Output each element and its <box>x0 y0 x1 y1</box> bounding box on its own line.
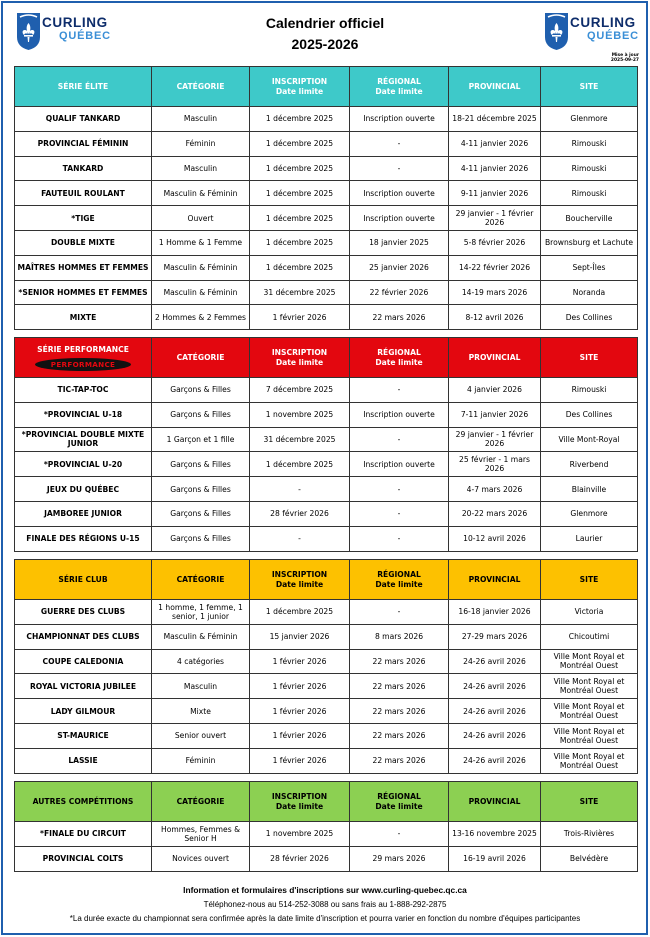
col-header-regional: RÉGIONAL Date limite <box>350 67 449 107</box>
cell-inscription: 1 février 2026 <box>250 305 350 330</box>
cell-categorie: Masculin <box>152 674 250 699</box>
cell-provincial: 29 janvier - 1 février 2026 <box>449 427 541 452</box>
cell-regional: 22 mars 2026 <box>350 305 449 330</box>
cell-categorie: Féminin <box>152 131 250 156</box>
cell-name: *PROVINCIAL U-20 <box>15 452 152 477</box>
cell-inscription: - <box>250 477 350 502</box>
cell-name: COUPE CALEDONIA <box>15 649 152 674</box>
cell-categorie: Garçons & Filles <box>152 477 250 502</box>
cell-site: Rimouski <box>541 156 638 181</box>
col-header-provincial: PROVINCIAL <box>449 338 541 378</box>
cell-regional: Inscription ouverte <box>350 181 449 206</box>
table-row <box>15 723 638 748</box>
cell-regional: - <box>350 526 449 551</box>
cell-categorie: Masculin <box>152 156 250 181</box>
section-title: SÉRIE CLUB <box>15 560 152 600</box>
cell-provincial: 24-26 avril 2026 <box>449 674 541 699</box>
cell-site: Glenmore <box>541 501 638 526</box>
table-row <box>15 477 638 502</box>
cell-inscription: 1 novembre 2025 <box>250 822 350 847</box>
cell-regional: 22 mars 2026 <box>350 748 449 773</box>
cell-provincial: 24-26 avril 2026 <box>449 699 541 724</box>
cell-provincial: 16-19 avril 2026 <box>449 846 541 871</box>
title-line-1: Calendrier officiel <box>265 15 385 31</box>
col-header-inscription: INSCRIPTION Date limite <box>250 67 350 107</box>
cell-name: LASSIE <box>15 748 152 773</box>
table-row <box>15 452 638 477</box>
cell-provincial: 14-19 mars 2026 <box>449 280 541 305</box>
table-row <box>15 649 638 674</box>
col-header-inscription: INSCRIPTION Date limite <box>250 338 350 378</box>
cell-name: *PROVINCIAL DOUBLE MIXTE JUNIOR <box>15 427 152 452</box>
cell-provincial: 25 février - 1 mars 2026 <box>449 452 541 477</box>
cell-regional: 8 mars 2026 <box>350 624 449 649</box>
cell-categorie: 1 Homme & 1 Femme <box>152 230 250 255</box>
cell-name: *FINALE DU CIRCUIT <box>15 822 152 847</box>
cell-name: FAUTEUIL ROULANT <box>15 181 152 206</box>
cell-inscription: 1 décembre 2025 <box>250 181 350 206</box>
cell-regional: - <box>350 822 449 847</box>
logo-word-curling: CURLING <box>42 15 108 30</box>
section-title: SÉRIE ÉLITE <box>15 67 152 107</box>
table-row <box>15 624 638 649</box>
cell-inscription: 1 février 2026 <box>250 649 350 674</box>
cell-provincial: 16-18 janvier 2026 <box>449 600 541 625</box>
col-header-provincial: PROVINCIAL <box>449 782 541 822</box>
cell-inscription: 1 décembre 2025 <box>250 107 350 132</box>
update-label: Mise à jour <box>611 53 639 58</box>
cell-site: Ville Mont Royal et Montréal Ouest <box>541 699 638 724</box>
cell-regional: - <box>350 156 449 181</box>
cell-regional: 18 janvier 2025 <box>350 230 449 255</box>
cell-regional: Inscription ouverte <box>350 107 449 132</box>
cell-name: LADY GILMOUR <box>15 699 152 724</box>
cell-site: Brownsburg et Lachute <box>541 230 638 255</box>
cell-inscription: 1 décembre 2025 <box>250 156 350 181</box>
cell-site: Rimouski <box>541 378 638 403</box>
cell-name: PROVINCIAL FÉMININ <box>15 131 152 156</box>
cell-name: CHAMPIONNAT DES CLUBS <box>15 624 152 649</box>
cell-inscription: 1 décembre 2025 <box>250 230 350 255</box>
cell-categorie: Garçons & Filles <box>152 452 250 477</box>
cell-inscription: 1 février 2026 <box>250 674 350 699</box>
cell-site: Glenmore <box>541 107 638 132</box>
logo-word-curling: CURLING <box>570 15 636 30</box>
cell-inscription: 1 décembre 2025 <box>250 131 350 156</box>
cell-site: Laurier <box>541 526 638 551</box>
curling-quebec-logo-right <box>543 11 637 53</box>
cell-provincial: 9-11 janvier 2026 <box>449 181 541 206</box>
cell-site: Sept-Îles <box>541 255 638 280</box>
cell-regional: 22 mars 2026 <box>350 649 449 674</box>
col-header-categorie: CATÉGORIE <box>152 67 250 107</box>
cell-site: Belvédère <box>541 846 638 871</box>
cell-name: MIXTE <box>15 305 152 330</box>
cell-inscription: 7 décembre 2025 <box>250 378 350 403</box>
cell-site: Noranda <box>541 280 638 305</box>
table-row <box>15 280 638 305</box>
col-header-site: SITE <box>541 67 638 107</box>
cell-provincial: 24-26 avril 2026 <box>449 649 541 674</box>
cell-categorie: Masculin & Féminin <box>152 255 250 280</box>
logo-word-quebec: QUÉBEC <box>59 30 111 42</box>
table-row <box>15 181 638 206</box>
table-header-row <box>15 560 638 600</box>
cell-provincial: 8-12 avril 2026 <box>449 305 541 330</box>
table-row <box>15 156 638 181</box>
cell-regional: - <box>350 427 449 452</box>
cell-regional: - <box>350 600 449 625</box>
col-header-categorie: CATÉGORIE <box>152 560 250 600</box>
cell-provincial: 7-11 janvier 2026 <box>449 402 541 427</box>
cell-provincial: 5-8 février 2026 <box>449 230 541 255</box>
table-row <box>15 748 638 773</box>
cell-site: Blainville <box>541 477 638 502</box>
cell-name: *PROVINCIAL U-18 <box>15 402 152 427</box>
cell-inscription: 1 février 2026 <box>250 748 350 773</box>
cell-inscription: 28 février 2026 <box>250 846 350 871</box>
cell-name: *SENIOR HOMMES ET FEMMES <box>15 280 152 305</box>
cell-categorie: Novices ouvert <box>152 846 250 871</box>
cell-provincial: 4 janvier 2026 <box>449 378 541 403</box>
table-row <box>15 674 638 699</box>
cell-regional: - <box>350 131 449 156</box>
cell-site: Des Collines <box>541 402 638 427</box>
cell-site: Riverbend <box>541 452 638 477</box>
table-row <box>15 131 638 156</box>
cell-site: Rimouski <box>541 181 638 206</box>
cell-name: GUERRE DES CLUBS <box>15 600 152 625</box>
table-header-row <box>15 782 638 822</box>
cell-provincial: 20-22 mars 2026 <box>449 501 541 526</box>
cell-name: JEUX DU QUÉBEC <box>15 477 152 502</box>
cell-regional: 29 mars 2026 <box>350 846 449 871</box>
table-row <box>15 402 638 427</box>
cell-name: PROVINCIAL COLTS <box>15 846 152 871</box>
cell-provincial: 4-11 janvier 2026 <box>449 156 541 181</box>
cell-categorie: Garçons & Filles <box>152 526 250 551</box>
cell-site: Chicoutimi <box>541 624 638 649</box>
table-header-row <box>15 67 638 107</box>
table-header-row <box>15 338 638 378</box>
cell-provincial: 4-11 janvier 2026 <box>449 131 541 156</box>
table-row <box>15 107 638 132</box>
col-header-provincial: PROVINCIAL <box>449 67 541 107</box>
cell-inscription: 1 décembre 2025 <box>250 255 350 280</box>
cell-site: Trois-Rivières <box>541 822 638 847</box>
cell-site: Ville Mont Royal et Montréal Ouest <box>541 723 638 748</box>
cell-regional: - <box>350 501 449 526</box>
section-title: SÉRIE PERFORMANCE PERFORMANCE <box>15 338 152 378</box>
cell-regional: - <box>350 477 449 502</box>
cell-provincial: 4-7 mars 2026 <box>449 477 541 502</box>
footer-info-link: Information et formulaires d'inscriptions sur www.curling-quebec.qc.ca <box>183 885 467 895</box>
cell-categorie: 2 Hommes & 2 Femmes <box>152 305 250 330</box>
cell-inscription: 1 décembre 2025 <box>250 206 350 231</box>
table-autres-competitions <box>14 781 638 872</box>
update-stamp <box>585 53 639 63</box>
cell-site: Des Collines <box>541 305 638 330</box>
cell-categorie: Mixte <box>152 699 250 724</box>
cell-inscription: 28 février 2026 <box>250 501 350 526</box>
page-title <box>220 13 430 55</box>
cell-provincial: 24-26 avril 2026 <box>449 748 541 773</box>
cell-site: Ville Mont-Royal <box>541 427 638 452</box>
cell-categorie: Garçons & Filles <box>152 402 250 427</box>
cell-categorie: Masculin <box>152 107 250 132</box>
col-header-regional: RÉGIONAL Date limite <box>350 782 449 822</box>
update-date: 2025-09-27 <box>610 58 639 64</box>
cell-provincial: 27-29 mars 2026 <box>449 624 541 649</box>
cell-categorie: Masculin & Féminin <box>152 624 250 649</box>
cell-name: QUALIF TANKARD <box>15 107 152 132</box>
table-row <box>15 230 638 255</box>
performance-badge: PERFORMANCE <box>35 358 131 371</box>
cell-regional: 22 mars 2026 <box>350 699 449 724</box>
cell-categorie: 1 homme, 1 femme, 1 senior, 1 junior <box>152 600 250 625</box>
cell-name: DOUBLE MIXTE <box>15 230 152 255</box>
cell-name: TANKARD <box>15 156 152 181</box>
cell-regional: 22 mars 2026 <box>350 674 449 699</box>
cell-inscription: 31 décembre 2025 <box>250 280 350 305</box>
cell-provincial: 24-26 avril 2026 <box>449 723 541 748</box>
title-line-2: 2025-2026 <box>291 36 359 52</box>
table-row <box>15 255 638 280</box>
table-row <box>15 699 638 724</box>
cell-inscription: 31 décembre 2025 <box>250 427 350 452</box>
cell-name: JAMBOREE JUNIOR <box>15 501 152 526</box>
cell-regional: Inscription ouverte <box>350 206 449 231</box>
table-row <box>15 378 638 403</box>
cell-categorie: Senior ouvert <box>152 723 250 748</box>
table-serie-elite <box>14 66 638 330</box>
col-header-inscription: INSCRIPTION Date limite <box>250 782 350 822</box>
cell-categorie: Hommes, Femmes & Senior H <box>152 822 250 847</box>
cell-name: MAÎTRES HOMMES ET FEMMES <box>15 255 152 280</box>
table-row <box>15 206 638 231</box>
col-header-regional: RÉGIONAL Date limite <box>350 560 449 600</box>
cell-categorie: 1 Garçon et 1 fille <box>152 427 250 452</box>
cell-name: *TIGE <box>15 206 152 231</box>
cell-inscription: 1 décembre 2025 <box>250 452 350 477</box>
cell-categorie: Féminin <box>152 748 250 773</box>
table-row <box>15 600 638 625</box>
cell-site: Ville Mont Royal et Montréal Ouest <box>541 748 638 773</box>
cell-provincial: 18-21 décembre 2025 <box>449 107 541 132</box>
cell-site: Ville Mont Royal et Montréal Ouest <box>541 649 638 674</box>
cell-inscription: 1 novembre 2025 <box>250 402 350 427</box>
col-header-site: SITE <box>541 560 638 600</box>
col-header-regional: RÉGIONAL Date limite <box>350 338 449 378</box>
cell-name: ST-MAURICE <box>15 723 152 748</box>
fleur-de-lis-shield-icon <box>543 11 570 51</box>
cell-categorie: Garçons & Filles <box>152 378 250 403</box>
col-header-categorie: CATÉGORIE <box>152 782 250 822</box>
cell-regional: 25 janvier 2026 <box>350 255 449 280</box>
table-row <box>15 501 638 526</box>
table-serie-performance <box>14 337 638 552</box>
table-row <box>15 526 638 551</box>
cell-regional: 22 février 2026 <box>350 280 449 305</box>
cell-name: ROYAL VICTORIA JUBILEE <box>15 674 152 699</box>
col-header-provincial: PROVINCIAL <box>449 560 541 600</box>
cell-site: Victoria <box>541 600 638 625</box>
cell-inscription: 1 février 2026 <box>250 699 350 724</box>
cell-regional: 22 mars 2026 <box>350 723 449 748</box>
section-title: AUTRES COMPÉTITIONS <box>15 782 152 822</box>
cell-regional: Inscription ouverte <box>350 402 449 427</box>
cell-regional: - <box>350 378 449 403</box>
cell-categorie: Garçons & Filles <box>152 501 250 526</box>
logo-word-quebec: QUÉBEC <box>587 30 639 42</box>
cell-site: Rimouski <box>541 131 638 156</box>
cell-site: Boucherville <box>541 206 638 231</box>
cell-inscription: - <box>250 526 350 551</box>
cell-inscription: 1 février 2026 <box>250 723 350 748</box>
cell-site: Ville Mont Royal et Montréal Ouest <box>541 674 638 699</box>
col-header-categorie: CATÉGORIE <box>152 338 250 378</box>
cell-categorie: 4 catégories <box>152 649 250 674</box>
col-header-inscription: INSCRIPTION Date limite <box>250 560 350 600</box>
cell-regional: Inscription ouverte <box>350 452 449 477</box>
cell-categorie: Masculin & Féminin <box>152 280 250 305</box>
cell-name: FINALE DES RÉGIONS U-15 <box>15 526 152 551</box>
cell-provincial: 29 janvier - 1 février 2026 <box>449 206 541 231</box>
footer-phone: Téléphonez-nous au 514-252-3088 ou sans frais au 1-888-292-2875 <box>203 900 447 909</box>
cell-provincial: 13-16 novembre 2025 <box>449 822 541 847</box>
cell-categorie: Masculin & Féminin <box>152 181 250 206</box>
footer-note: *La durée exacte du championnat sera confirmée après la date limite d'inscription et pourra varier en fonction du nombre d'équipes participantes <box>69 914 581 923</box>
cell-inscription: 1 décembre 2025 <box>250 600 350 625</box>
cell-provincial: 10-12 avril 2026 <box>449 526 541 551</box>
fleur-de-lis-shield-icon <box>15 11 42 51</box>
cell-name: TIC-TAP-TOC <box>15 378 152 403</box>
cell-provincial: 14-22 février 2026 <box>449 255 541 280</box>
table-row <box>15 427 638 452</box>
cell-inscription: 15 janvier 2026 <box>250 624 350 649</box>
table-row <box>15 305 638 330</box>
cell-categorie: Ouvert <box>152 206 250 231</box>
table-serie-club <box>14 559 638 774</box>
col-header-site: SITE <box>541 782 638 822</box>
table-row <box>15 846 638 871</box>
curling-quebec-logo-left <box>15 11 109 53</box>
table-row <box>15 822 638 847</box>
col-header-site: SITE <box>541 338 638 378</box>
